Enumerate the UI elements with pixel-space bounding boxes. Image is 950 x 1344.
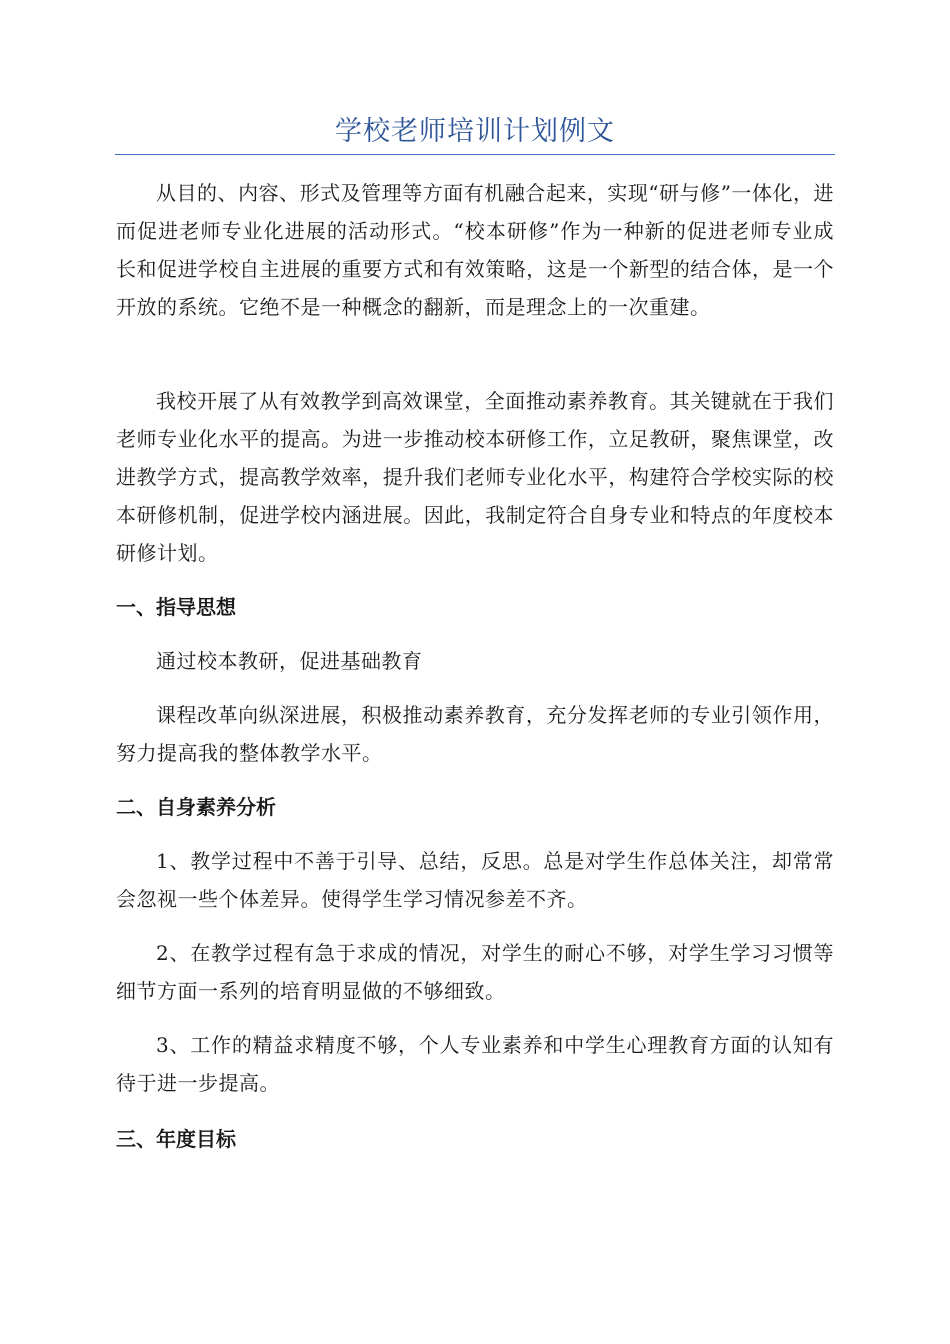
paragraph-intro: 从目的、内容、形式及管理等方面有机融合起来，实现“研与修”一体化，进而促进老师专业化进展的活动形式。“校本研修”作为一种新的促进老师专业成长和促进学校自主进展的重要方式和有效策略，这是一个新型的结合体，是一个开放的系统。它绝不是一种概念的翻新，而是理念上的一次重建。	[116, 181, 834, 319]
section2-paragraph-2: 2、在教学过程有急于求成的情况，对学生的耐心不够，对学生学习习惯等细节方面一系列的培育明显做的不够细致。	[116, 941, 834, 1003]
document-title: 学校老师培训计划例文	[335, 116, 615, 147]
section-heading-self-analysis: 二、自身素养分析	[116, 795, 276, 819]
section2-paragraph-1: 1、教学过程中不善于引导、总结，反思。总是对学生作总体关注，却常常会忽视一些个体差异。使得学生学习情况参差不齐。	[116, 849, 834, 911]
section1-paragraph-2: 课程改革向纵深进展，积极推动素养教育，充分发挥老师的专业引领作用，努力提高我的整体教学水平。	[116, 703, 834, 765]
paragraph-background: 我校开展了从有效教学到高效课堂，全面推动素养教育。其关键就在于我们老师专业化水平的提高。为进一步推动校本研修工作，立足教研，聚焦课堂，改进教学方式，提高教学效率，提升我们老师专业化水平，构建符合学校实际的校本研修机制，促进学校内涵进展。因此，我制定符合自身专业和特点的年度校本研修计划。	[116, 389, 834, 565]
section-heading-guiding-ideology: 一、指导思想	[116, 595, 236, 619]
section1-paragraph-1: 通过校本教研，促进基础教育	[156, 649, 423, 673]
section2-paragraph-3: 3、工作的精益求精度不够，个人专业素养和中学生心理教育方面的认知有待于进一步提高。	[116, 1033, 834, 1095]
section-heading-annual-goals: 三、年度目标	[116, 1127, 236, 1151]
title-underline	[115, 154, 835, 155]
